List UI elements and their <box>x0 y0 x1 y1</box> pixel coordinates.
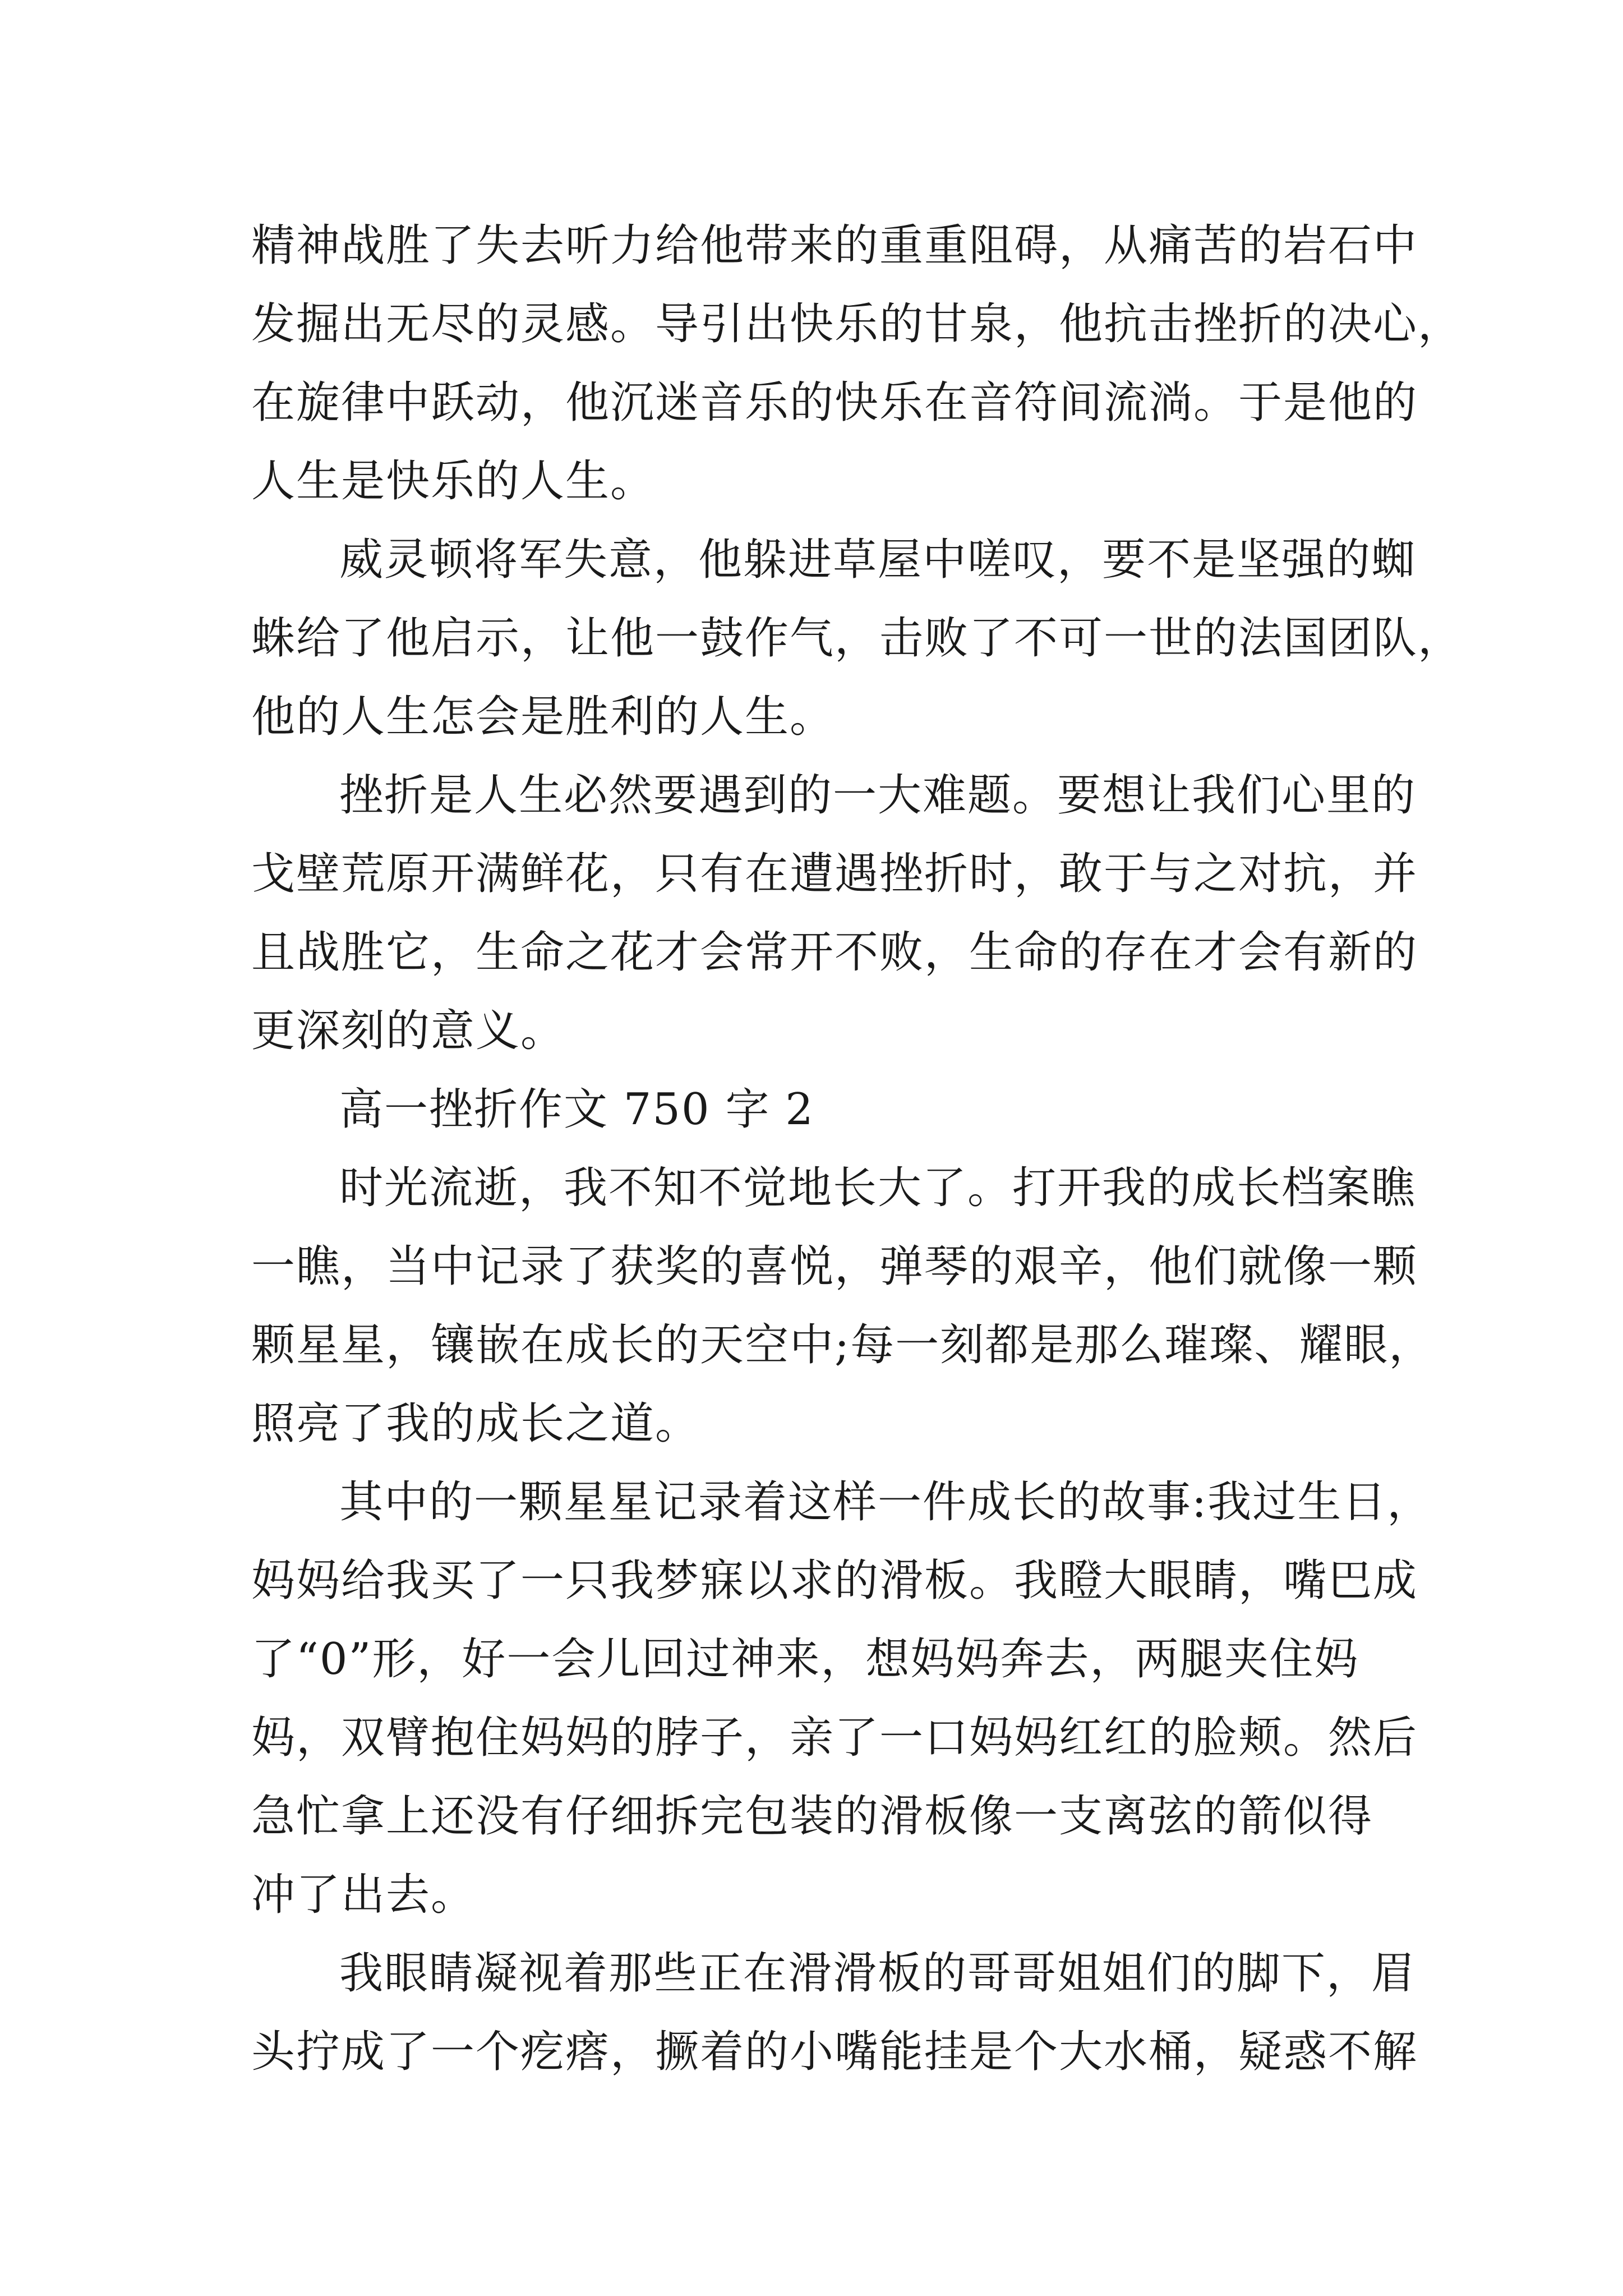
text-line: 冲了出去。 <box>251 1870 476 1920</box>
text-line: 急忙拿上还没有仔细拆完包装的滑板像一支离弦的箭似得 <box>251 1791 1373 1842</box>
text-line: 精神战胜了失去听力给他带来的重重阻碍，从痛苦的岩石中 <box>251 220 1418 271</box>
text-line: 照亮了我的成长之道。 <box>251 1398 700 1449</box>
text-line: 更深刻的意义。 <box>251 1006 566 1056</box>
section-heading: 高一挫折作文 750 字 2 <box>339 1084 814 1135</box>
text-line: 发掘出无尽的灵感。导引出快乐的甘泉，他抗击挫折的决心， <box>251 299 1463 349</box>
text-line: 挫折是人生必然要遇到的一大难题。要想让我们心里的 <box>339 770 1417 821</box>
text-line: 威灵顿将军失意，他躲进草屋中嗟叹，要不是坚强的蜘 <box>339 535 1417 585</box>
text-line: 人生是快乐的人生。 <box>251 456 656 507</box>
text-line: 其中的一颗星星记录着这样一件成长的故事:我过生日， <box>339 1477 1432 1527</box>
text-line: 且战胜它，生命之花才会常开不败，生命的存在才会有新的 <box>251 927 1418 978</box>
text-line: 妈，双臂抱住妈妈的脖子，亲了一口妈妈红红的脸颊。然后 <box>251 1713 1418 1763</box>
text-line: 时光流逝，我不知不觉地长大了。打开我的成长档案瞧 <box>339 1163 1417 1213</box>
text-line: 了“0”形，好一会儿回过神来，想妈妈奔去，两腿夹住妈 <box>251 1634 1359 1685</box>
text-line: 蛛给了他启示，让他一鼓作气，击败了不可一世的法国团队， <box>251 613 1463 664</box>
text-line: 我眼睛凝视着那些正在滑滑板的哥哥姐姐们的脚下，眉 <box>339 1948 1417 1999</box>
text-line: 头拧成了一个疙瘩，撅着的小嘴能挂是个大水桶，疑惑不解 <box>251 2027 1418 2077</box>
text-line: 在旋律中跃动，他沉迷音乐的快乐在音符间流淌。于是他的 <box>251 378 1418 428</box>
text-line: 戈壁荒原开满鲜花，只有在遭遇挫折时，敢于与之对抗，并 <box>251 849 1418 899</box>
text-line: 妈妈给我买了一只我梦寐以求的滑板。我瞪大眼睛，嘴巴成 <box>251 1556 1418 1606</box>
text-line: 一瞧，当中记录了获奖的喜悦，弹琴的艰辛，他们就像一颗 <box>251 1241 1418 1292</box>
text-line: 颗星星，镶嵌在成长的天空中;每一刻都是那么璀璨、耀眼， <box>251 1320 1434 1370</box>
text-line: 他的人生怎会是胜利的人生。 <box>251 692 835 742</box>
